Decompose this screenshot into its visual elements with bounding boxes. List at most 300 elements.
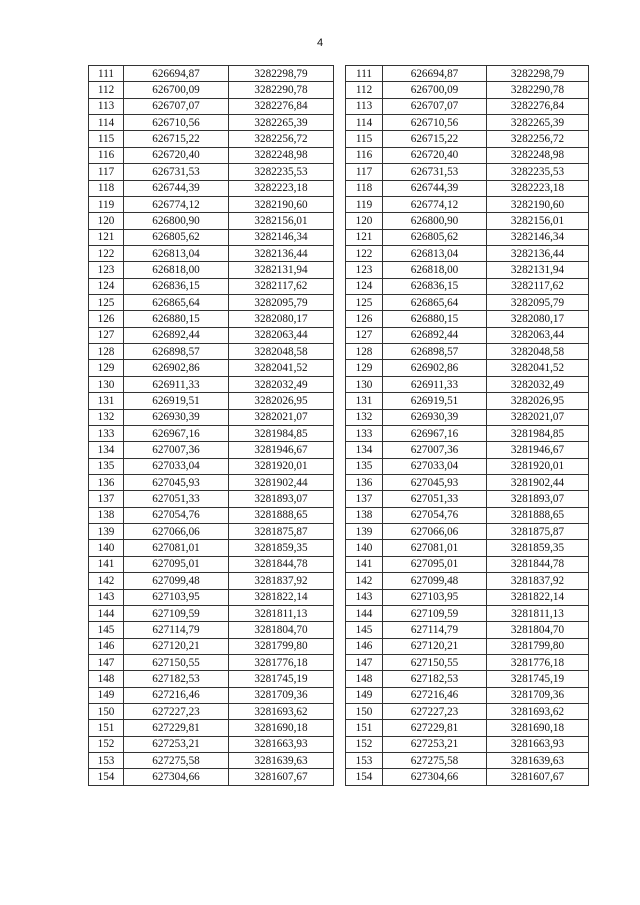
x-coordinate-cell: 627227,23 — [124, 704, 229, 720]
y-coordinate-cell: 3281984,85 — [487, 425, 589, 441]
x-coordinate-cell: 626911,33 — [124, 376, 229, 392]
point-number-cell: 145 — [346, 622, 383, 638]
table-row — [89, 409, 334, 425]
y-coordinate-cell: 3282235,53 — [229, 164, 334, 180]
table-row — [89, 98, 334, 114]
y-coordinate-cell: 3281690,18 — [487, 720, 589, 736]
x-coordinate-cell: 627045,93 — [124, 474, 229, 490]
point-number-cell: 126 — [346, 311, 383, 327]
y-coordinate-cell: 3281693,62 — [487, 704, 589, 720]
point-number-cell: 111 — [346, 66, 383, 82]
y-coordinate-cell: 3282063,44 — [487, 327, 589, 343]
y-coordinate-cell: 3281946,67 — [229, 442, 334, 458]
y-coordinate-cell: 3282235,53 — [487, 164, 589, 180]
x-coordinate-cell: 627007,36 — [383, 442, 487, 458]
y-coordinate-cell: 3282021,07 — [229, 409, 334, 425]
y-coordinate-cell: 3282276,84 — [229, 98, 334, 114]
point-number-cell: 141 — [89, 556, 124, 572]
x-coordinate-cell: 627227,23 — [383, 704, 487, 720]
table-row — [89, 687, 334, 703]
y-coordinate-cell: 3281875,87 — [229, 524, 334, 540]
point-number-cell: 151 — [346, 720, 383, 736]
point-number-cell: 144 — [346, 605, 383, 621]
point-number-cell: 115 — [346, 131, 383, 147]
y-coordinate-cell: 3282041,52 — [487, 360, 589, 376]
table-row — [89, 180, 334, 196]
y-coordinate-cell: 3281776,18 — [487, 654, 589, 670]
table-row — [346, 393, 589, 409]
y-coordinate-cell: 3281837,92 — [487, 573, 589, 589]
y-coordinate-cell: 3282223,18 — [487, 180, 589, 196]
y-coordinate-cell: 3281893,07 — [229, 491, 334, 507]
point-number-cell: 148 — [346, 671, 383, 687]
coordinates-table-left-body — [89, 66, 334, 786]
table-row — [346, 605, 589, 621]
x-coordinate-cell: 626813,04 — [124, 245, 229, 261]
y-coordinate-cell: 3282117,62 — [487, 278, 589, 294]
table-row — [346, 442, 589, 458]
x-coordinate-cell: 626731,53 — [124, 164, 229, 180]
table-row — [346, 638, 589, 654]
point-number-cell: 125 — [89, 295, 124, 311]
point-number-cell: 130 — [346, 376, 383, 392]
point-number-cell: 117 — [89, 164, 124, 180]
table-row — [346, 409, 589, 425]
point-number-cell: 133 — [346, 425, 383, 441]
x-coordinate-cell: 627304,66 — [383, 769, 487, 785]
point-number-cell: 138 — [89, 507, 124, 523]
page-number: 4 — [316, 37, 324, 49]
y-coordinate-cell: 3281804,70 — [229, 622, 334, 638]
point-number-cell: 145 — [89, 622, 124, 638]
x-coordinate-cell: 626930,39 — [124, 409, 229, 425]
x-coordinate-cell: 627120,21 — [124, 638, 229, 654]
table-row — [346, 131, 589, 147]
y-coordinate-cell: 3281690,18 — [229, 720, 334, 736]
x-coordinate-cell: 626707,07 — [124, 98, 229, 114]
table-row — [346, 164, 589, 180]
y-coordinate-cell: 3282298,79 — [487, 66, 589, 82]
x-coordinate-cell: 627182,53 — [124, 671, 229, 687]
point-number-cell: 114 — [346, 115, 383, 131]
table-row — [89, 278, 334, 294]
point-number-cell: 152 — [89, 736, 124, 752]
x-coordinate-cell: 626836,15 — [383, 278, 487, 294]
y-coordinate-cell: 3282095,79 — [229, 295, 334, 311]
point-number-cell: 129 — [89, 360, 124, 376]
y-coordinate-cell: 3281639,63 — [487, 753, 589, 769]
y-coordinate-cell: 3282136,44 — [229, 245, 334, 261]
y-coordinate-cell: 3282146,34 — [229, 229, 334, 245]
point-number-cell: 135 — [89, 458, 124, 474]
coordinates-table-right — [345, 65, 589, 786]
point-number-cell: 112 — [89, 82, 124, 98]
x-coordinate-cell: 626967,16 — [383, 425, 487, 441]
y-coordinate-cell: 3281799,80 — [487, 638, 589, 654]
y-coordinate-cell: 3282048,58 — [229, 344, 334, 360]
point-number-cell: 125 — [346, 295, 383, 311]
table-row — [89, 115, 334, 131]
y-coordinate-cell: 3282117,62 — [229, 278, 334, 294]
y-coordinate-cell: 3281776,18 — [229, 654, 334, 670]
table-row — [346, 344, 589, 360]
x-coordinate-cell: 626700,09 — [124, 82, 229, 98]
point-number-cell: 118 — [346, 180, 383, 196]
x-coordinate-cell: 626902,86 — [383, 360, 487, 376]
x-coordinate-cell: 626919,51 — [124, 393, 229, 409]
y-coordinate-cell: 3282190,60 — [229, 196, 334, 212]
x-coordinate-cell: 627103,95 — [383, 589, 487, 605]
y-coordinate-cell: 3282290,78 — [229, 82, 334, 98]
point-number-cell: 139 — [89, 524, 124, 540]
x-coordinate-cell: 627216,46 — [124, 687, 229, 703]
table-row — [346, 540, 589, 556]
y-coordinate-cell: 3281875,87 — [487, 524, 589, 540]
x-coordinate-cell: 626880,15 — [124, 311, 229, 327]
table-row — [346, 229, 589, 245]
point-number-cell: 131 — [89, 393, 124, 409]
point-number-cell: 121 — [346, 229, 383, 245]
table-row — [89, 654, 334, 670]
point-number-cell: 140 — [89, 540, 124, 556]
point-number-cell: 146 — [89, 638, 124, 654]
y-coordinate-cell: 3282248,98 — [229, 147, 334, 163]
table-row — [346, 147, 589, 163]
x-coordinate-cell: 627275,58 — [124, 753, 229, 769]
table-row — [346, 491, 589, 507]
x-coordinate-cell: 626731,53 — [383, 164, 487, 180]
x-coordinate-cell: 626813,04 — [383, 245, 487, 261]
table-row — [89, 736, 334, 752]
y-coordinate-cell: 3281893,07 — [487, 491, 589, 507]
y-coordinate-cell: 3281837,92 — [229, 573, 334, 589]
x-coordinate-cell: 626694,87 — [383, 66, 487, 82]
point-number-cell: 113 — [346, 98, 383, 114]
table-row — [346, 66, 589, 82]
point-number-cell: 149 — [346, 687, 383, 703]
table-row — [89, 589, 334, 605]
y-coordinate-cell: 3282256,72 — [487, 131, 589, 147]
x-coordinate-cell: 626836,15 — [124, 278, 229, 294]
x-coordinate-cell: 626710,56 — [383, 115, 487, 131]
x-coordinate-cell: 626880,15 — [383, 311, 487, 327]
point-number-cell: 138 — [346, 507, 383, 523]
x-coordinate-cell: 627182,53 — [383, 671, 487, 687]
point-number-cell: 123 — [89, 262, 124, 278]
point-number-cell: 149 — [89, 687, 124, 703]
table-row — [346, 115, 589, 131]
table-row — [89, 507, 334, 523]
y-coordinate-cell: 3282080,17 — [487, 311, 589, 327]
point-number-cell: 139 — [346, 524, 383, 540]
table-row — [346, 671, 589, 687]
point-number-cell: 114 — [89, 115, 124, 131]
point-number-cell: 154 — [346, 769, 383, 785]
table-row — [89, 622, 334, 638]
point-number-cell: 120 — [346, 213, 383, 229]
table-row — [89, 344, 334, 360]
table-row — [89, 442, 334, 458]
point-number-cell: 135 — [346, 458, 383, 474]
table-row — [89, 262, 334, 278]
y-coordinate-cell: 3281663,93 — [229, 736, 334, 752]
y-coordinate-cell: 3282041,52 — [229, 360, 334, 376]
x-coordinate-cell: 627103,95 — [124, 589, 229, 605]
x-coordinate-cell: 626805,62 — [124, 229, 229, 245]
point-number-cell: 116 — [89, 147, 124, 163]
table-row — [89, 245, 334, 261]
y-coordinate-cell: 3281822,14 — [487, 589, 589, 605]
y-coordinate-cell: 3281607,67 — [487, 769, 589, 785]
table-row — [346, 425, 589, 441]
point-number-cell: 115 — [89, 131, 124, 147]
table-row — [89, 376, 334, 392]
x-coordinate-cell: 627304,66 — [124, 769, 229, 785]
table-row — [346, 213, 589, 229]
x-coordinate-cell: 627150,55 — [124, 654, 229, 670]
point-number-cell: 144 — [89, 605, 124, 621]
x-coordinate-cell: 627216,46 — [383, 687, 487, 703]
x-coordinate-cell: 627253,21 — [124, 736, 229, 752]
y-coordinate-cell: 3281811,13 — [487, 605, 589, 621]
point-number-cell: 119 — [89, 196, 124, 212]
y-coordinate-cell: 3281639,63 — [229, 753, 334, 769]
x-coordinate-cell: 626710,56 — [124, 115, 229, 131]
point-number-cell: 140 — [346, 540, 383, 556]
point-number-cell: 132 — [89, 409, 124, 425]
point-number-cell: 137 — [89, 491, 124, 507]
table-row — [89, 213, 334, 229]
point-number-cell: 136 — [346, 474, 383, 490]
table-row — [346, 327, 589, 343]
table-row — [89, 131, 334, 147]
x-coordinate-cell: 626898,57 — [383, 344, 487, 360]
x-coordinate-cell: 626865,64 — [383, 295, 487, 311]
y-coordinate-cell: 3281902,44 — [487, 474, 589, 490]
table-row — [346, 769, 589, 785]
y-coordinate-cell: 3281888,65 — [487, 507, 589, 523]
point-number-cell: 136 — [89, 474, 124, 490]
x-coordinate-cell: 626774,12 — [383, 196, 487, 212]
table-row — [89, 360, 334, 376]
table-row — [89, 605, 334, 621]
x-coordinate-cell: 627114,79 — [124, 622, 229, 638]
table-row — [89, 425, 334, 441]
x-coordinate-cell: 626800,90 — [383, 213, 487, 229]
y-coordinate-cell: 3281799,80 — [229, 638, 334, 654]
y-coordinate-cell: 3281859,35 — [229, 540, 334, 556]
table-row — [89, 295, 334, 311]
y-coordinate-cell: 3282298,79 — [229, 66, 334, 82]
y-coordinate-cell: 3281844,78 — [487, 556, 589, 572]
point-number-cell: 147 — [89, 654, 124, 670]
x-coordinate-cell: 627051,33 — [124, 491, 229, 507]
table-row — [89, 491, 334, 507]
y-coordinate-cell: 3282146,34 — [487, 229, 589, 245]
point-number-cell: 142 — [346, 573, 383, 589]
table-row — [89, 393, 334, 409]
point-number-cell: 118 — [89, 180, 124, 196]
point-number-cell: 154 — [89, 769, 124, 785]
point-number-cell: 152 — [346, 736, 383, 752]
y-coordinate-cell: 3281709,36 — [487, 687, 589, 703]
point-number-cell: 122 — [89, 245, 124, 261]
y-coordinate-cell: 3282290,78 — [487, 82, 589, 98]
point-number-cell: 117 — [346, 164, 383, 180]
x-coordinate-cell: 626700,09 — [383, 82, 487, 98]
point-number-cell: 111 — [89, 66, 124, 82]
y-coordinate-cell: 3282026,95 — [229, 393, 334, 409]
point-number-cell: 142 — [89, 573, 124, 589]
point-number-cell: 124 — [346, 278, 383, 294]
x-coordinate-cell: 626744,39 — [124, 180, 229, 196]
table-row — [346, 687, 589, 703]
y-coordinate-cell: 3282131,94 — [229, 262, 334, 278]
point-number-cell: 112 — [346, 82, 383, 98]
y-coordinate-cell: 3281920,01 — [229, 458, 334, 474]
point-number-cell: 143 — [89, 589, 124, 605]
x-coordinate-cell: 626892,44 — [383, 327, 487, 343]
point-number-cell: 124 — [89, 278, 124, 294]
x-coordinate-cell: 626967,16 — [124, 425, 229, 441]
table-row — [346, 753, 589, 769]
y-coordinate-cell: 3282048,58 — [487, 344, 589, 360]
y-coordinate-cell: 3281745,19 — [487, 671, 589, 687]
y-coordinate-cell: 3282136,44 — [487, 245, 589, 261]
table-row — [89, 82, 334, 98]
x-coordinate-cell: 626715,22 — [124, 131, 229, 147]
x-coordinate-cell: 626707,07 — [383, 98, 487, 114]
table-row — [346, 278, 589, 294]
x-coordinate-cell: 626720,40 — [124, 147, 229, 163]
x-coordinate-cell: 627007,36 — [124, 442, 229, 458]
x-coordinate-cell: 627114,79 — [383, 622, 487, 638]
point-number-cell: 153 — [346, 753, 383, 769]
table-row — [346, 458, 589, 474]
table-row — [89, 671, 334, 687]
x-coordinate-cell: 627095,01 — [383, 556, 487, 572]
x-coordinate-cell: 626902,86 — [124, 360, 229, 376]
table-row — [89, 229, 334, 245]
y-coordinate-cell: 3282063,44 — [229, 327, 334, 343]
y-coordinate-cell: 3282248,98 — [487, 147, 589, 163]
table-row — [346, 507, 589, 523]
point-number-cell: 120 — [89, 213, 124, 229]
table-row — [89, 769, 334, 785]
point-number-cell: 123 — [346, 262, 383, 278]
x-coordinate-cell: 627099,48 — [383, 573, 487, 589]
x-coordinate-cell: 626818,00 — [383, 262, 487, 278]
point-number-cell: 147 — [346, 654, 383, 670]
table-row — [89, 474, 334, 490]
table-row — [346, 474, 589, 490]
point-number-cell: 127 — [89, 327, 124, 343]
point-number-cell: 127 — [346, 327, 383, 343]
y-coordinate-cell: 3281902,44 — [229, 474, 334, 490]
point-number-cell: 132 — [346, 409, 383, 425]
x-coordinate-cell: 626715,22 — [383, 131, 487, 147]
table-row — [346, 311, 589, 327]
x-coordinate-cell: 626800,90 — [124, 213, 229, 229]
y-coordinate-cell: 3282276,84 — [487, 98, 589, 114]
y-coordinate-cell: 3281693,62 — [229, 704, 334, 720]
x-coordinate-cell: 626865,64 — [124, 295, 229, 311]
y-coordinate-cell: 3282265,39 — [229, 115, 334, 131]
table-row — [346, 180, 589, 196]
x-coordinate-cell: 626919,51 — [383, 393, 487, 409]
point-number-cell: 116 — [346, 147, 383, 163]
y-coordinate-cell: 3281607,67 — [229, 769, 334, 785]
table-row — [346, 622, 589, 638]
y-coordinate-cell: 3281844,78 — [229, 556, 334, 572]
y-coordinate-cell: 3281709,36 — [229, 687, 334, 703]
x-coordinate-cell: 627109,59 — [383, 605, 487, 621]
table-row — [346, 360, 589, 376]
y-coordinate-cell: 3282021,07 — [487, 409, 589, 425]
table-row — [346, 556, 589, 572]
table-row — [89, 311, 334, 327]
coordinates-table-right-body — [346, 66, 589, 786]
x-coordinate-cell: 626911,33 — [383, 376, 487, 392]
point-number-cell: 137 — [346, 491, 383, 507]
y-coordinate-cell: 3281984,85 — [229, 425, 334, 441]
table-row — [346, 736, 589, 752]
y-coordinate-cell: 3282080,17 — [229, 311, 334, 327]
x-coordinate-cell: 627150,55 — [383, 654, 487, 670]
y-coordinate-cell: 3281663,93 — [487, 736, 589, 752]
x-coordinate-cell: 626805,62 — [383, 229, 487, 245]
table-row — [89, 573, 334, 589]
y-coordinate-cell: 3281920,01 — [487, 458, 589, 474]
x-coordinate-cell: 626720,40 — [383, 147, 487, 163]
y-coordinate-cell: 3282026,95 — [487, 393, 589, 409]
y-coordinate-cell: 3281822,14 — [229, 589, 334, 605]
table-row — [346, 573, 589, 589]
table-row — [346, 262, 589, 278]
table-row — [346, 654, 589, 670]
point-number-cell: 143 — [346, 589, 383, 605]
table-row — [89, 458, 334, 474]
table-row — [346, 589, 589, 605]
y-coordinate-cell: 3281804,70 — [487, 622, 589, 638]
point-number-cell: 150 — [346, 704, 383, 720]
table-row — [89, 164, 334, 180]
y-coordinate-cell: 3281888,65 — [229, 507, 334, 523]
point-number-cell: 153 — [89, 753, 124, 769]
table-row — [89, 147, 334, 163]
y-coordinate-cell: 3282131,94 — [487, 262, 589, 278]
x-coordinate-cell: 626818,00 — [124, 262, 229, 278]
x-coordinate-cell: 627033,04 — [383, 458, 487, 474]
point-number-cell: 130 — [89, 376, 124, 392]
point-number-cell: 126 — [89, 311, 124, 327]
y-coordinate-cell: 3282156,01 — [229, 213, 334, 229]
point-number-cell: 119 — [346, 196, 383, 212]
point-number-cell: 131 — [346, 393, 383, 409]
x-coordinate-cell: 627054,76 — [383, 507, 487, 523]
point-number-cell: 146 — [346, 638, 383, 654]
point-number-cell: 113 — [89, 98, 124, 114]
point-number-cell: 141 — [346, 556, 383, 572]
x-coordinate-cell: 627109,59 — [124, 605, 229, 621]
table-row — [346, 704, 589, 720]
point-number-cell: 128 — [346, 344, 383, 360]
x-coordinate-cell: 626892,44 — [124, 327, 229, 343]
x-coordinate-cell: 627081,01 — [124, 540, 229, 556]
y-coordinate-cell: 3281811,13 — [229, 605, 334, 621]
y-coordinate-cell: 3282223,18 — [229, 180, 334, 196]
y-coordinate-cell: 3282032,49 — [229, 376, 334, 392]
